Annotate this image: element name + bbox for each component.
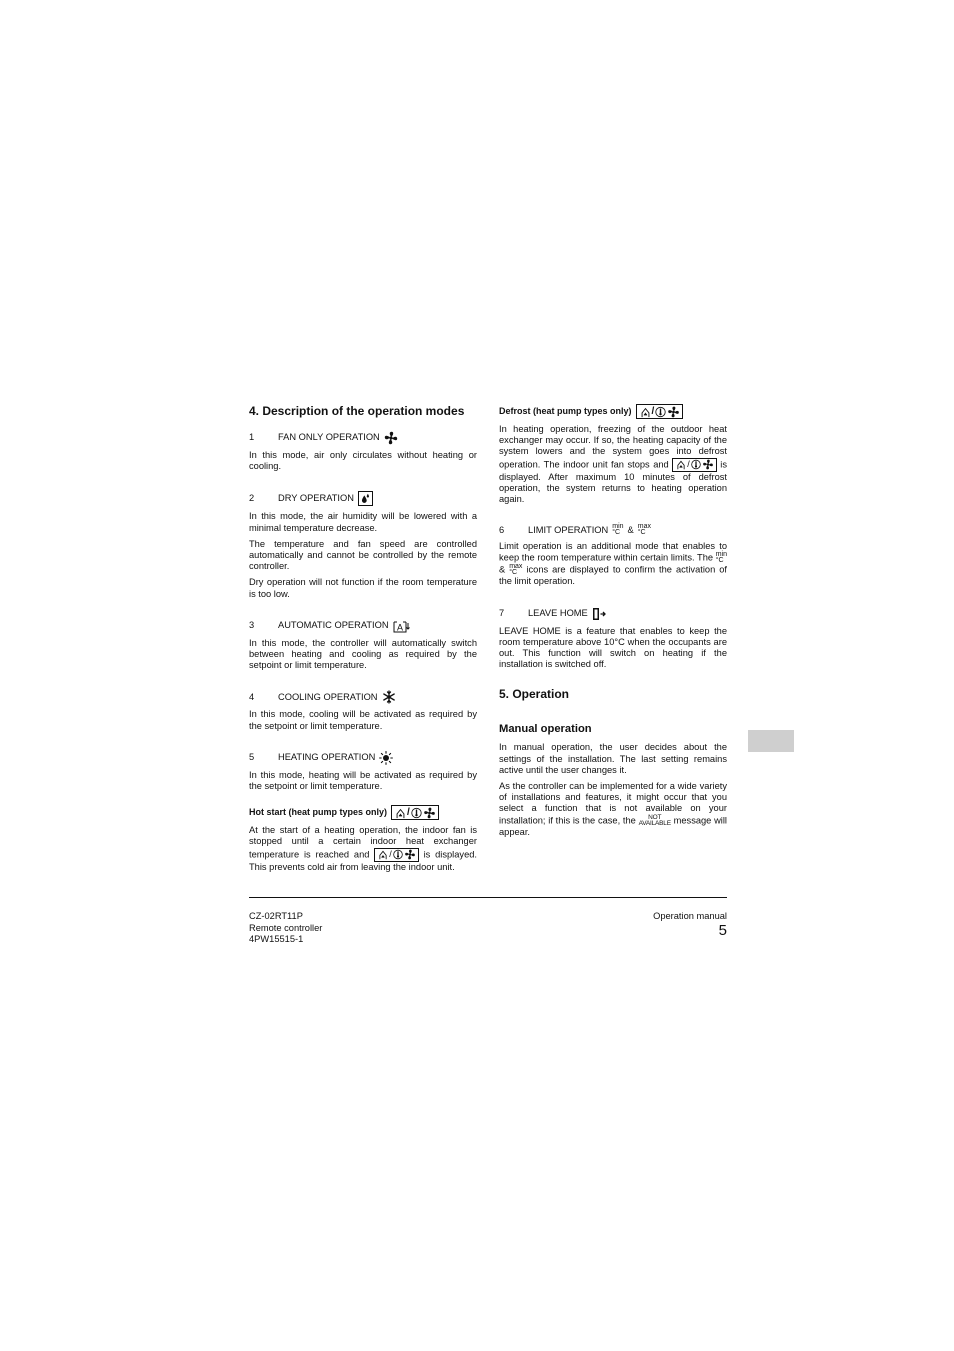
item-number: 5 (249, 752, 255, 763)
item-heating (249, 751, 477, 765)
footer-right (653, 911, 727, 939)
auto-icon (393, 619, 410, 633)
hot-start-title: Hot start (heat pump types only) (249, 807, 388, 818)
defrost-hotstart-icon: / (374, 848, 419, 862)
section-title-operation: 5. Operation (499, 687, 570, 702)
footer-rule (249, 897, 727, 898)
footer-code: 4PW15515-1 (249, 934, 304, 944)
min-temp-icon: min °C (715, 551, 727, 565)
footer-model: CZ-02RT11P (249, 911, 303, 921)
item-title: LEAVE HOME (528, 608, 588, 619)
paragraph: Dry operation will not function if the room temperature is too low. (249, 577, 477, 599)
paragraph: In this mode, the controller will automatically switch between heating and cooling as required by the setpoint or limit temperature. (249, 637, 477, 671)
item-limit (499, 524, 727, 536)
section-title-operation-modes: 4. Description of the operation modes (249, 404, 465, 418)
item-number: 7 (499, 608, 505, 619)
max-temp-icon: max °C (637, 523, 651, 537)
item-number: 4 (249, 691, 255, 702)
item-leave-home (499, 607, 727, 621)
defrost-hotstart-icon: / (672, 458, 717, 472)
manual-paragraph-2: As the controller can be implemented for a wide variety of installations and features, it might occur that you select a function that is not available on your installation; if this is the case, the NOT AVAILABLE message will appear. (499, 781, 727, 837)
footer-product: Remote controller (249, 922, 323, 933)
paragraph: In this mode, heating will be activated as required by the setpoint or limit temperature. (249, 769, 477, 792)
item-title: HEATING OPERATION (278, 752, 376, 763)
item-fan-only (249, 431, 477, 445)
manual-operation-title: Manual operation (499, 723, 592, 736)
defrost-title: Defrost (heat pump types only) (499, 405, 632, 416)
item-automatic (249, 619, 477, 633)
min-temp-icon: min °C (612, 523, 624, 537)
item-title: COOLING OPERATION (278, 691, 378, 702)
item-dry (249, 491, 477, 506)
item-title: AUTOMATIC OPERATION (278, 620, 389, 631)
language-tab (748, 730, 794, 752)
leave-home-icon (592, 607, 606, 621)
item-number: 6 (499, 524, 505, 535)
page-number: 5 (718, 921, 727, 939)
footer-left (249, 911, 322, 946)
hot-start-heading (249, 805, 477, 820)
fan-icon (384, 431, 398, 445)
item-title: FAN ONLY OPERATION (278, 432, 380, 443)
ampersand: & (627, 524, 634, 535)
manual-paragraph-1: In manual operation, the user decides about the settings of the installation. The last setting remains active until the user changes it. (499, 742, 727, 775)
max-temp-icon: max °C (509, 563, 523, 577)
item-title: LIMIT OPERATION (528, 524, 609, 535)
limit-paragraph: Limit operation is an additional mode that enables to keep the room temperature within certain limits. The min °C & max °C icons are displayed to confirm the activation of the limit operation. (499, 541, 727, 587)
defrost-heading (499, 404, 727, 419)
paragraph: In this mode, cooling will be activated as required by the setpoint or limit temperature. (249, 709, 477, 731)
paragraph: In this mode, the air humidity will be lowered with a minimal temperature decrease. (249, 511, 477, 533)
sun-icon (379, 751, 393, 765)
item-number: 2 (249, 493, 255, 504)
not-available-message: NOT AVAILABLE (638, 813, 671, 827)
item-number: 3 (249, 620, 255, 631)
leave-home-paragraph: LEAVE HOME is a feature that enables to keep the room temperature above 10°C when the occupants are out. This function will switch on heating if the installation is switched off. (499, 625, 727, 670)
footer-manual: Operation manual (653, 911, 727, 921)
hot-start-paragraph: At the start of a heating operation, the indoor fan is stopped until a certain indoor heat exchanger temperature is reached and / is displayed. This prevents cold air from leaving the indoor unit. (249, 825, 477, 872)
item-title: DRY OPERATION (278, 493, 354, 504)
item-number: 1 (249, 432, 255, 443)
defrost-hotstart-icon: / (391, 805, 439, 820)
item-cooling (249, 690, 477, 704)
paragraph: In this mode, air only circulates without heating or cooling. (249, 450, 477, 472)
left-column (249, 404, 477, 878)
right-column (499, 404, 727, 843)
dry-icon (358, 491, 373, 506)
defrost-hotstart-icon: / (636, 404, 684, 419)
defrost-paragraph: In heating operation, freezing of the outdoor heat exchanger may occur. If so, the heating capacity of the system lowers and the system goes into defrost operation. The indoor unit fan stops and / is displayed. After maximum 10 minutes of defrost operation, the system returns to heating operation again. (499, 424, 727, 505)
snowflake-icon (382, 690, 396, 704)
svg-text:A: A (396, 622, 403, 633)
paragraph: The temperature and fan speed are controlled automatically and cannot be controlled by the remote controller. (249, 538, 477, 572)
